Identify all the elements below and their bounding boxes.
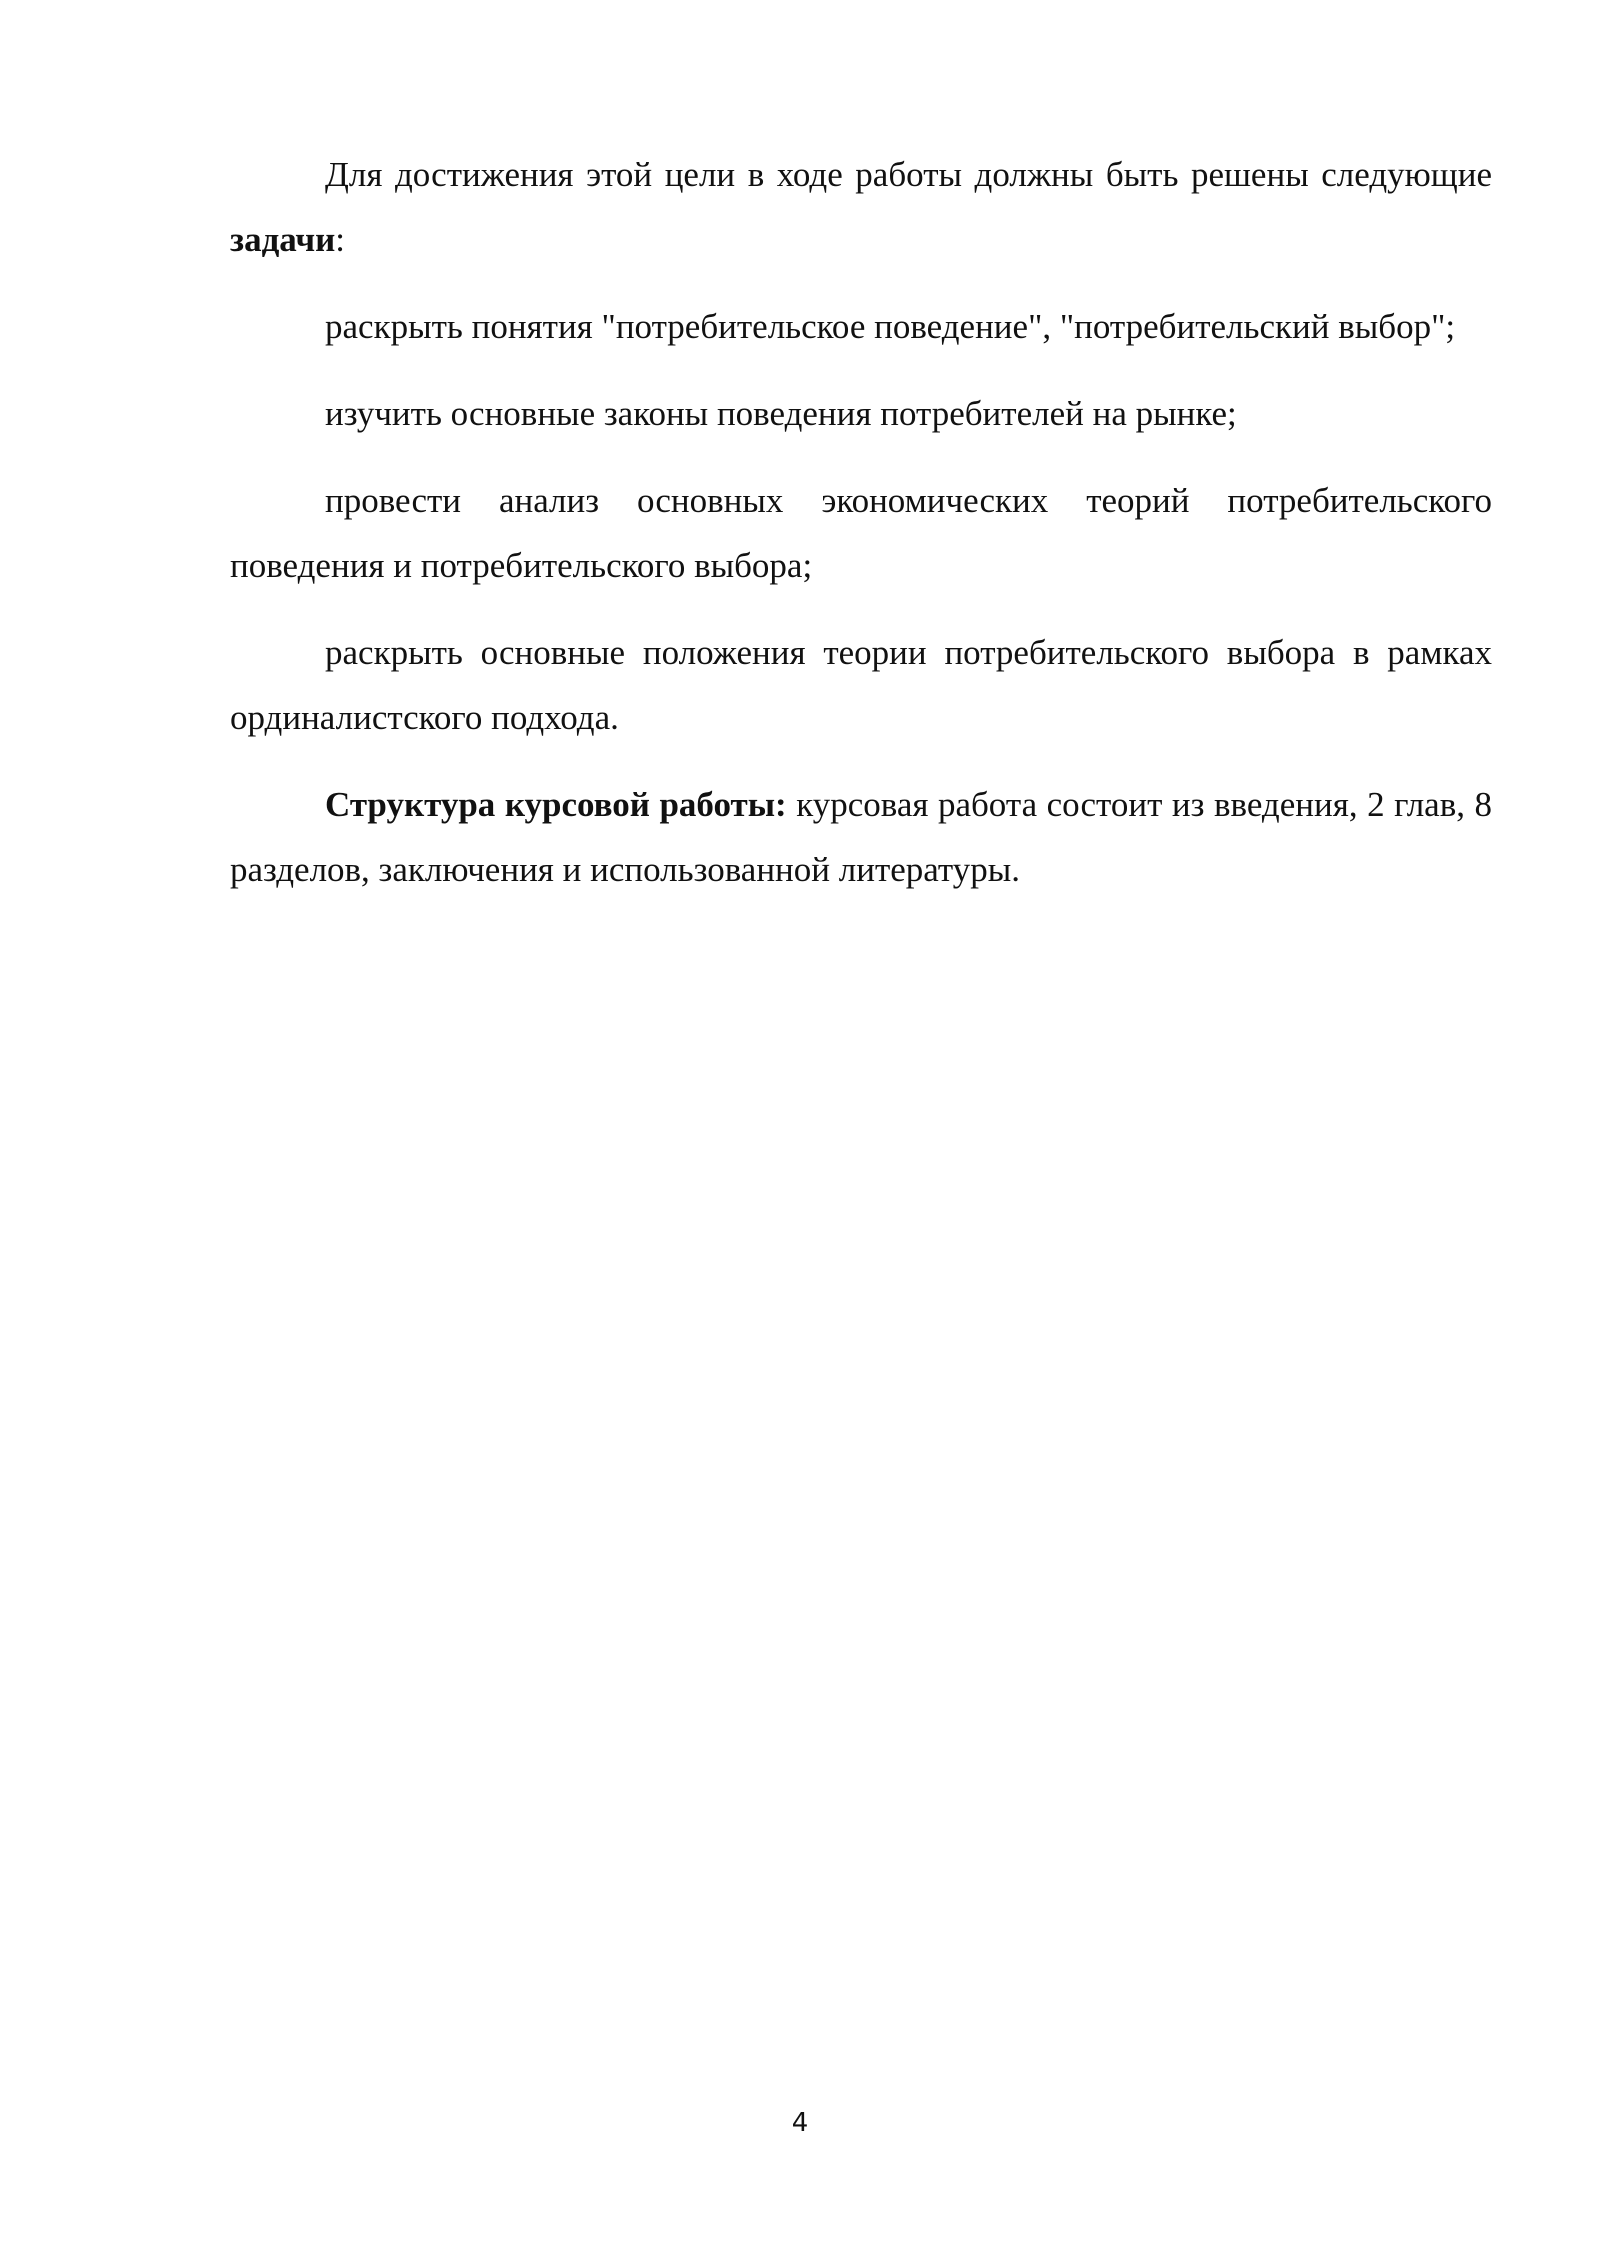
paragraph-tail: :: [335, 220, 346, 259]
task-item-3: [230, 468, 1492, 598]
task-text: изучить основные законы поведения потребителей на рынке;: [325, 394, 1237, 433]
paragraph-goal-tasks: [230, 142, 1492, 272]
task-text: провести анализ основных экономических теорий потребительского поведения и потребительского выбора;: [230, 481, 1492, 585]
paragraph-tail: курсовая работа состоит из введения, 2 глав, 8 разделов, заключения и использованной литературы.: [230, 785, 1492, 889]
page-number: 4: [791, 2108, 809, 2138]
bold-term-structure: Структура курсовой работы:: [325, 785, 787, 824]
task-item-1: [230, 294, 1492, 359]
paragraph-text: Для достижения этой цели в ходе работы должны быть решены следующие: [325, 155, 1492, 194]
task-text: раскрыть основные положения теории потребительского выбора в рамках ординалистского подхода.: [230, 633, 1492, 737]
bold-term-tasks: задачи: [230, 220, 336, 259]
task-item-4: [230, 620, 1492, 750]
task-item-2: [230, 381, 1492, 446]
task-text: раскрыть понятия "потребительское поведение", "потребительский выбор";: [325, 307, 1456, 346]
body-text: [230, 142, 1492, 924]
paragraph-structure: [230, 772, 1492, 902]
